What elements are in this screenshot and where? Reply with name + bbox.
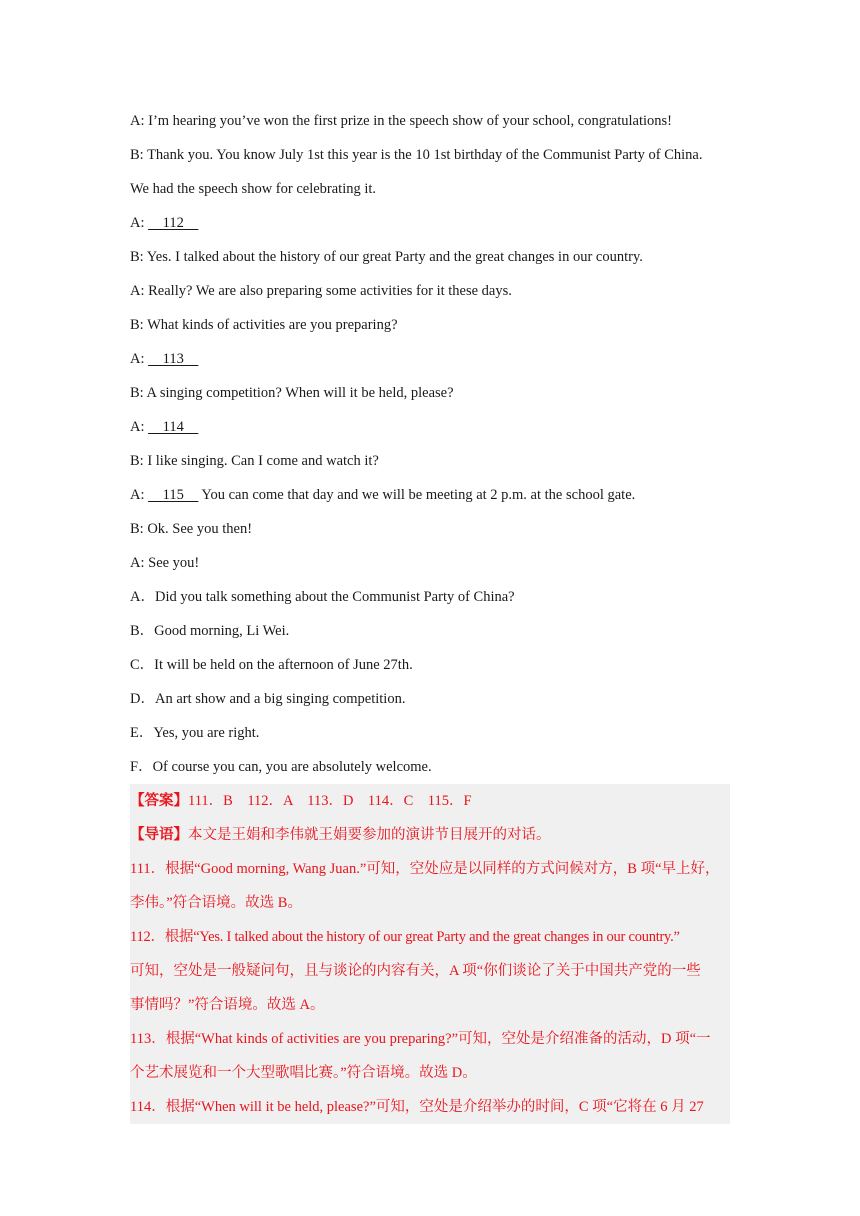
option-item: E．Yes, you are right.	[130, 725, 260, 741]
guide-label: 【导语】	[130, 827, 188, 843]
dialogue-line: A: Really? We are also preparing some activities for it these days.	[130, 283, 512, 299]
answer-blank: 113	[148, 351, 199, 367]
option-item: B．Good morning, Li Wei.	[130, 623, 290, 639]
explanation-line: 李伟。”符合语境。故选 B。	[130, 895, 302, 911]
explanation-line: 113．根据“What kinds of activities are you preparing?”可知，空处是介绍准备的活动，D 项“一	[130, 1031, 711, 1047]
answer-blank: 114	[148, 419, 199, 435]
guide-line	[130, 818, 730, 852]
explanation-line: 111．根据“Good morning, Wang Juan.”可知，空处应是以同样的方式问候对方，B 项“早上好，	[130, 861, 720, 877]
dialogue-line: A: 114	[130, 419, 199, 435]
document-page	[130, 104, 730, 1124]
dialogue-line: B: What kinds of activities are you preparing?	[130, 317, 398, 333]
dialogue-line: A: 113	[130, 351, 199, 367]
answer-text: 111．B 112．A 113．D 114．C 115．F	[188, 793, 472, 809]
option-item: C．It will be held on the afternoon of June 27th.	[130, 657, 413, 673]
answer-line	[130, 784, 730, 818]
answer-blank: 112	[148, 215, 199, 231]
explanation-line: 114．根据“When will it be held, please?”可知，空处是介绍举办的时间，C 项“它将在 6 月 27	[130, 1099, 704, 1115]
dialogue-line: A: I’m hearing you’ve won the first prize in the speech show of your school, congratulations!	[130, 113, 672, 129]
option-item: D．An art show and a big singing competition.	[130, 691, 406, 707]
dialogue-line: A: See you!	[130, 555, 200, 571]
answer-blank: 115	[148, 487, 199, 503]
explanation-line: 个艺术展览和一个大型歌唱比赛。”符合语境。故选 D。	[130, 1065, 477, 1081]
dialogue-line: B: I like singing. Can I come and watch it?	[130, 453, 379, 469]
option-item: F．Of course you can, you are absolutely welcome.	[130, 759, 432, 775]
dialogue-line: B: A singing competition? When will it be held, please?	[130, 385, 454, 401]
dialogue-line: A: 115 You can come that day and we will be meeting at 2 p.m. at the school gate.	[130, 487, 636, 503]
guide-text: 本文是王娟和李伟就王娟要参加的演讲节目展开的对话。	[188, 827, 551, 843]
explanation-line: 可知，空处是一般疑问句，且与谈论的内容有关，A 项“你们谈论了关于中国共产党的一些	[130, 963, 701, 979]
dialogue-line: B: Thank you. You know July 1st this year is the 10 1st birthday of the Communist Party of China.	[130, 147, 703, 163]
dialogue-line: B: Ok. See you then!	[130, 521, 253, 537]
answer-section	[130, 784, 730, 1124]
explanation-line: 事情吗？”符合语境。故选 A。	[130, 997, 325, 1013]
answer-label: 【答案】	[130, 793, 188, 809]
dialogue-line: We had the speech show for celebrating it.	[130, 181, 377, 197]
dialogue-line: B: Yes. I talked about the history of our great Party and the great changes in our country.	[130, 249, 643, 265]
option-item: A．Did you talk something about the Communist Party of China?	[130, 589, 515, 605]
explanation-line: 112．根据“Yes. I talked about the history of our great Party and the great changes in our country.”	[130, 929, 680, 945]
dialogue-line: A: 112	[130, 215, 199, 231]
